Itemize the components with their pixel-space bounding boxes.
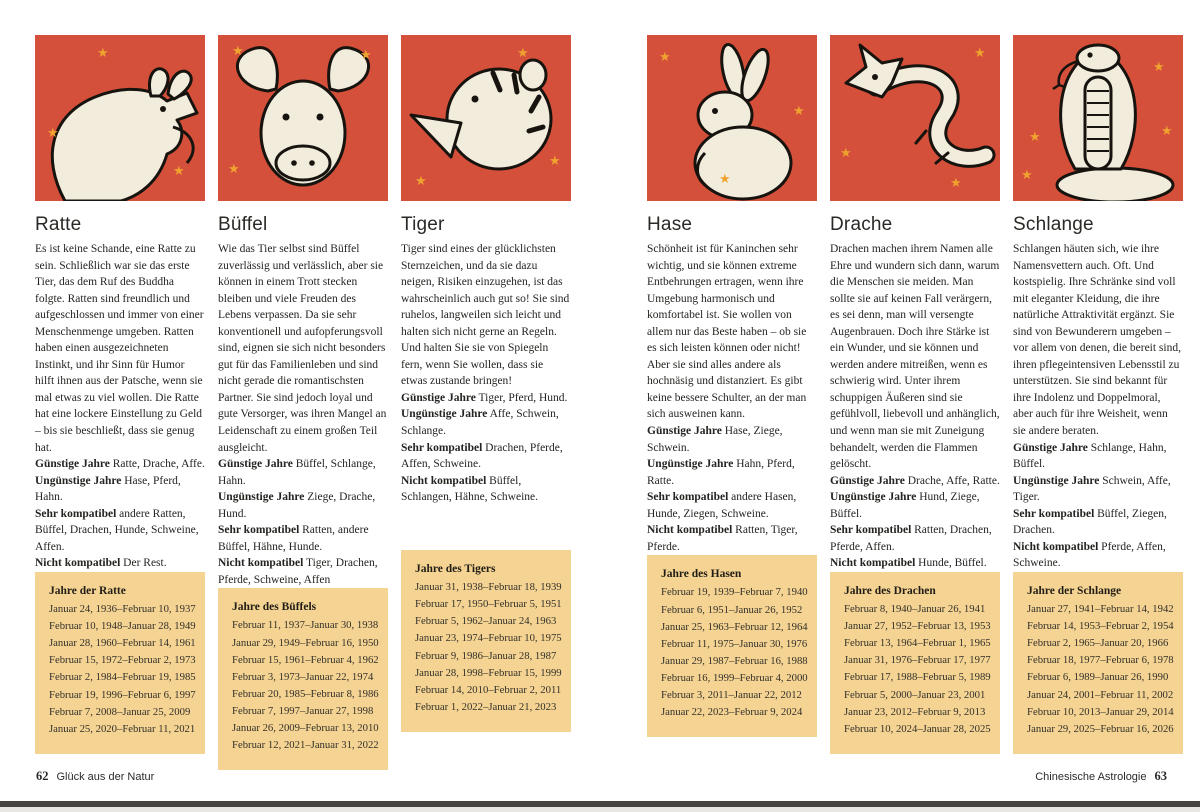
favorable-years-line — [1013, 440, 1183, 473]
star-icon: ★ — [793, 104, 805, 119]
year-row: Februar 15, 1961–Februar 4, 1962 — [232, 653, 379, 666]
favorable-years-line — [401, 390, 571, 407]
animal-card-drache — [830, 35, 1000, 201]
compatible-value: andere Hasen, Hunde, Ziegen, Schweine. — [647, 491, 797, 520]
column-drache — [830, 35, 1000, 735]
incompatible-label: Nicht kompatibel — [401, 474, 487, 487]
year-row: Januar 23, 2012–Februar 9, 2013 — [844, 705, 986, 718]
unfavorable-years-label: Ungünstige Jahre — [830, 491, 917, 504]
year-row: Februar 7, 2008–Januar 25, 2009 — [49, 705, 191, 718]
animal-card-schlange — [1013, 35, 1183, 201]
animal-card-ratte — [35, 35, 205, 201]
favorable-years-label: Günstige Jahre — [647, 425, 722, 438]
incompatible-label: Nicht kompatibel — [830, 557, 916, 570]
year-row: Februar 20, 1985–Februar 8, 1986 — [232, 687, 379, 700]
unfavorable-years-value: Affe, Schwein, Schlange. — [401, 408, 559, 438]
unfavorable-years-line — [830, 489, 1000, 522]
right-page-number: 63 — [1154, 769, 1167, 783]
year-row: Januar 24, 1936–Februar 10, 1937 — [49, 602, 196, 615]
compatible-label: Sehr kompatibel — [218, 524, 300, 537]
year-row: Februar 14, 2010–Februar 2, 2011 — [415, 683, 562, 696]
compatible-value: Drachen, Pferde, Affen, Schweine. — [401, 441, 563, 471]
year-row: Februar 1, 2022–Januar 21, 2023 — [415, 700, 557, 713]
incompatible-value: Tiger, Drachen, Pferde, Schweine, Affen — [218, 557, 378, 586]
unfavorable-years-label: Ungünstige Jahre — [401, 408, 488, 421]
animal-description: Schlangen häuten sich, wie ihre Namensvettern auch. Oft. Und kostspielig. Ihre Schränke sind voll mit eleganter Kleidung, die ihre natürliche Attraktivität ergänzt. Sie sind von Bewunderern umgeben – vor allem von denen, die bereit sind, ihren pflegeintensiven Lebensstil zu unterstützen. Sie sind bekannt für ihre Indolenz und Doppelmoral, aber auch für ihre Weisheit, wenn sie andere beraten. — [1013, 243, 1181, 438]
star-icon: ★ — [415, 174, 427, 189]
star-icon: ★ — [719, 172, 731, 187]
unfavorable-years-value: Hahn, Pferd, Ratte. — [647, 458, 795, 487]
animal-card-tiger — [401, 35, 571, 201]
favorable-years-value: Drache, Affe, Ratte. — [907, 474, 1000, 487]
incompatible-line — [1013, 539, 1183, 572]
year-row: Februar 18, 1977–Februar 6, 1978 — [1027, 654, 1174, 667]
animal-description: Drachen machen ihrem Namen alle Ehre und wundern sich dann, warum die Menschen sie meiden. Man sollte sie auf keinen Fall verärgern, es sei denn, man will versengte Augenbrauen. Doch ihre Stärke ist ein Wunder, und sie können und werden andere mitreißen, wenn es schwierig wird. Unter ihrem schuppigen Äußeren sind sie gefühlvoll, liebevoll und anhänglich, und wenn man sie mit Zuneigung behandelt, werden die Flammen gelöscht. — [830, 243, 1000, 471]
book-spread — [35, 35, 1183, 752]
compatible-line — [35, 506, 205, 556]
star-icon: ★ — [228, 162, 240, 177]
years-box-title: Jahre des Drachen — [844, 584, 936, 597]
right-running-title: Chinesische Astrologie — [1035, 771, 1147, 783]
years-box-ratte — [35, 572, 205, 754]
years-list — [49, 601, 196, 738]
year-row: Februar 14, 1953–Februar 2, 1954 — [1027, 620, 1174, 633]
year-row: Januar 28, 1998–Februar 15, 1999 — [415, 666, 562, 679]
incompatible-value: Der Rest. — [123, 557, 167, 570]
compatible-value: Ratten, Drachen, Pferde, Affen. — [830, 524, 992, 553]
year-row: Februar 17, 1988–Februar 5, 1989 — [844, 671, 991, 684]
rabbit-icon — [647, 35, 817, 201]
animal-description: Schönheit ist für Kaninchen sehr wichtig, und sie können extreme Entbehrungen ertragen, wenn ihre Umgebung harmonisch und komfortabel ist. Sie wollen von allem nur das Beste haben – ob sie es sich leisten können oder nicht! Aber sie sind alles andere als hochnäsig und distanziert. Es gibt keine bessere Schulter, an der man sich ausweinen kann. — [647, 243, 807, 421]
year-row: Februar 3, 2011–Januar 22, 2012 — [661, 689, 802, 702]
unfavorable-years-value: Schwein, Affe, Tiger. — [1013, 474, 1171, 504]
year-row: Februar 17, 1950–Februar 5, 1951 — [415, 598, 562, 611]
compatible-line — [1013, 506, 1183, 539]
unfavorable-years-line — [1013, 473, 1183, 506]
incompatible-line — [218, 555, 388, 588]
incompatible-label: Nicht kompatibel — [35, 557, 121, 570]
years-box-title: Jahre des Tigers — [415, 563, 496, 575]
unfavorable-years-label: Ungünstige Jahre — [218, 491, 305, 504]
year-row: Februar 19, 1939–Februar 7, 1940 — [661, 586, 808, 599]
incompatible-line — [401, 473, 571, 506]
favorable-years-label: Günstige Jahre — [401, 391, 476, 404]
year-row: Februar 15, 1972–Februar 2, 1973 — [49, 654, 196, 667]
year-row: Januar 26, 2009–Februar 13, 2010 — [232, 722, 379, 735]
compatible-label: Sehr kompatibel — [35, 507, 117, 520]
animal-heading: Büffel — [218, 214, 268, 235]
favorable-years-line — [35, 456, 205, 473]
animal-heading: Drache — [830, 214, 893, 235]
compatible-line — [830, 522, 1000, 555]
book-page-edge-highlight — [0, 807, 1200, 812]
year-row: Februar 2, 1984–Februar 19, 1985 — [49, 671, 196, 684]
column-tiger — [401, 35, 571, 732]
star-icon: ★ — [974, 46, 986, 61]
unfavorable-years-value: Hase, Pferd, Hahn. — [35, 474, 181, 504]
years-box-schlange — [1013, 572, 1183, 754]
favorable-years-value: Schlange, Hahn, Büffel. — [1013, 441, 1167, 471]
animal-heading: Schlange — [1013, 214, 1094, 235]
favorable-years-value: Büffel, Schlange, Hahn. — [218, 458, 376, 487]
unfavorable-years-label: Ungünstige Jahre — [647, 458, 734, 471]
year-row: Februar 6, 1951–Januar 26, 1952 — [661, 603, 803, 616]
years-list — [844, 601, 991, 738]
favorable-years-value: Hase, Ziege, Schwein. — [647, 425, 783, 454]
animal-heading: Tiger — [401, 214, 445, 235]
star-icon: ★ — [1161, 124, 1173, 139]
favorable-years-line — [647, 423, 817, 456]
year-row: Januar 31, 1938–Februar 18, 1939 — [415, 581, 562, 593]
incompatible-label: Nicht kompatibel — [218, 557, 304, 570]
year-row: Februar 12, 2021–Januar 31, 2022 — [232, 739, 379, 752]
animal-description: Wie das Tier selbst sind Büffel zuverlässig und verlässlich, aber sie können in einem Trott stecken bleiben und viele Freuden des Lebens verpassen. Da sie sehr konventionell und aufopferungsvoll sind, eignen sie sich nicht besonders gut für das Familienleben und sind nicht gerade die romantischsten Partner. Sie sind jedoch loyal und gute Versorger, was ihren Mangel an Leidenschaft zu einem großen Teil ausgleicht. — [218, 243, 387, 454]
animal-heading: Hase — [647, 214, 693, 235]
star-icon: ★ — [360, 48, 372, 63]
year-row: Januar 29, 2025–Februar 16, 2026 — [1027, 722, 1174, 735]
year-row: Februar 7, 1997–Januar 27, 1998 — [232, 705, 374, 718]
years-box-hase — [647, 555, 817, 737]
unfavorable-years-label: Ungünstige Jahre — [1013, 474, 1100, 487]
compatible-line — [218, 522, 388, 555]
star-icon: ★ — [517, 46, 529, 61]
year-row: Januar 22, 2023–Februar 9, 2024 — [661, 706, 803, 719]
star-icon: ★ — [97, 46, 109, 61]
unfavorable-years-line — [35, 473, 205, 506]
years-box-title: Jahre des Büffels — [232, 601, 317, 614]
animal-heading: Ratte — [35, 214, 82, 235]
years-box-tiger — [401, 550, 571, 732]
compatible-label: Sehr kompatibel — [647, 491, 729, 504]
year-row: Februar 10, 2024–Januar 28, 2025 — [844, 722, 991, 735]
unfavorable-years-value: Hund, Ziege, Büffel. — [830, 491, 980, 520]
unfavorable-years-line — [218, 489, 388, 522]
year-row: Februar 11, 1937–Januar 30, 1938 — [232, 619, 379, 632]
year-row: Februar 9, 1986–Januar 28, 1987 — [415, 649, 557, 662]
unfavorable-years-label: Ungünstige Jahre — [35, 474, 122, 487]
unfavorable-years-value: Ziege, Drache, Hund. — [218, 491, 376, 520]
year-row: Januar 28, 1960–Februar 14, 1961 — [49, 637, 196, 650]
star-icon: ★ — [950, 176, 962, 191]
favorable-years-value: Tiger, Pferd, Hund. — [478, 391, 568, 404]
star-icon: ★ — [232, 44, 244, 59]
compatible-value: Büffel, Ziegen, Drachen. — [1013, 507, 1167, 537]
years-box-drache — [830, 572, 1000, 754]
star-icon: ★ — [840, 146, 852, 161]
incompatible-line — [647, 522, 817, 555]
favorable-years-label: Günstige Jahre — [218, 458, 293, 471]
year-row: Februar 13, 1964–Februar 1, 1965 — [844, 637, 991, 650]
incompatible-line — [830, 555, 1000, 572]
compatible-line — [647, 489, 817, 522]
column-hase — [647, 35, 817, 732]
incompatible-value: Ratten, Tiger, Pferde. — [647, 524, 798, 553]
year-row: Januar 27, 1952–Februar 13, 1953 — [844, 620, 991, 633]
star-icon: ★ — [47, 126, 59, 141]
left-page-footer — [36, 769, 154, 784]
years-list — [1027, 601, 1174, 738]
favorable-years-label: Günstige Jahre — [35, 458, 110, 471]
column-schlange — [1013, 35, 1183, 735]
years-box-title: Jahre der Schlange — [1027, 584, 1122, 597]
unfavorable-years-line — [647, 456, 817, 489]
years-list — [415, 579, 562, 716]
right-page-footer — [1035, 769, 1167, 784]
year-row: Februar 10, 1948–Januar 28, 1949 — [49, 620, 196, 633]
incompatible-value: Pferde, Affen, Schweine. — [1013, 540, 1166, 570]
years-box-title: Jahre der Ratte — [49, 584, 126, 597]
compatible-value: Ratten, andere Büffel, Hähne, Hunde. — [218, 524, 369, 553]
star-icon: ★ — [1029, 130, 1041, 145]
year-row: Februar 5, 2000–Januar 23, 2001 — [844, 688, 986, 701]
star-icon: ★ — [1153, 60, 1165, 75]
years-list — [232, 617, 379, 754]
year-row: Februar 8, 1940–Januar 26, 1941 — [844, 602, 986, 615]
year-row: Februar 10, 2013–Januar 29, 2014 — [1027, 705, 1174, 718]
unfavorable-years-line — [401, 406, 571, 439]
left-running-title: Glück aus der Natur — [56, 771, 155, 783]
star-icon: ★ — [659, 50, 671, 65]
year-row: Januar 27, 1941–Februar 14, 1942 — [1027, 602, 1174, 615]
year-row: Januar 31, 1976–Februar 17, 1977 — [844, 654, 991, 667]
year-row: Januar 25, 2020–Februar 11, 2021 — [49, 722, 196, 735]
year-row: Januar 29, 1949–Februar 16, 1950 — [232, 636, 379, 649]
star-icon: ★ — [173, 164, 185, 179]
page-gutter — [584, 35, 634, 732]
year-row: Februar 11, 1975–Januar 30, 1976 — [661, 637, 808, 650]
animal-card-bueffel — [218, 35, 388, 201]
column-bueffel — [218, 35, 388, 752]
compatible-line — [401, 440, 571, 473]
favorable-years-value: Ratte, Drache, Affe. — [112, 458, 205, 471]
incompatible-label: Nicht kompatibel — [647, 524, 733, 537]
star-icon: ★ — [1021, 168, 1033, 183]
year-row: Januar 23, 1974–Februar 10, 1975 — [415, 632, 562, 645]
left-page-number: 62 — [36, 769, 49, 783]
animal-description: Tiger sind eines der glücklichsten Sternzeichen, und da sie dazu neigen, Risiken einzugehen, ist das wahrscheinlich auch gut so! Sie sind ruhelos, langweilen sich leicht und halten sich nicht gerne an Regeln. Und halten Sie sie von Spiegeln fern, wenn Sie wollen, dass sie etwas zustande bringen! — [401, 243, 570, 388]
compatible-label: Sehr kompatibel — [401, 441, 483, 454]
year-row: Februar 16, 1999–Februar 4, 2000 — [661, 672, 808, 685]
favorable-years-line — [830, 473, 1000, 490]
favorable-years-label: Günstige Jahre — [830, 474, 905, 487]
animal-card-hase — [647, 35, 817, 201]
year-row: Januar 25, 1963–Februar 12, 1964 — [661, 620, 808, 633]
animal-description: Es ist keine Schande, eine Ratte zu sein. Schließlich war sie das erste Tier, das dem Ruf des Buddha folgte. Ratten sind freundlich und aufgeschlossen und immer von einer Menschenmenge umgeben. Ratten haben einen ausgezeichneten Instinkt, und ihr Sinn für Humor hilft ihnen aus der Patsche, wenn sie mal etwas zu viel wollen. Die Ratte hat eine lockere Einstellung zu Geld – bis sie beschließt, dass sie genug hat. — [35, 243, 204, 454]
year-row: Februar 19, 1996–Februar 6, 1997 — [49, 688, 196, 701]
star-icon: ★ — [549, 154, 561, 169]
years-list — [661, 584, 808, 721]
incompatible-value: Hunde, Büffel. — [918, 557, 987, 570]
year-row: Februar 3, 1973–Januar 22, 1974 — [232, 670, 374, 683]
compatible-value: andere Ratten, Büffel, Drachen, Hunde, Schweine, Affen. — [35, 507, 199, 553]
year-row: Januar 24, 2001–Februar 11, 2002 — [1027, 688, 1174, 701]
incompatible-line — [35, 555, 205, 572]
incompatible-value: Büffel, Schlangen, Hähne, Schweine. — [401, 474, 539, 504]
years-box-title: Jahre des Hasen — [661, 568, 742, 581]
years-box-bueffel — [218, 588, 388, 770]
favorable-years-label: Günstige Jahre — [1013, 441, 1088, 454]
incompatible-label: Nicht kompatibel — [1013, 540, 1099, 553]
compatible-label: Sehr kompatibel — [830, 524, 912, 537]
favorable-years-line — [218, 456, 388, 489]
compatible-label: Sehr kompatibel — [1013, 507, 1095, 520]
year-row: Februar 5, 1962–Januar 24, 1963 — [415, 615, 557, 628]
year-row: Januar 29, 1987–Februar 16, 1988 — [661, 654, 808, 667]
column-ratte — [35, 35, 205, 735]
year-row: Februar 6, 1989–Januar 26, 1990 — [1027, 671, 1169, 684]
year-row: Februar 2, 1965–Januar 20, 1966 — [1027, 637, 1169, 650]
